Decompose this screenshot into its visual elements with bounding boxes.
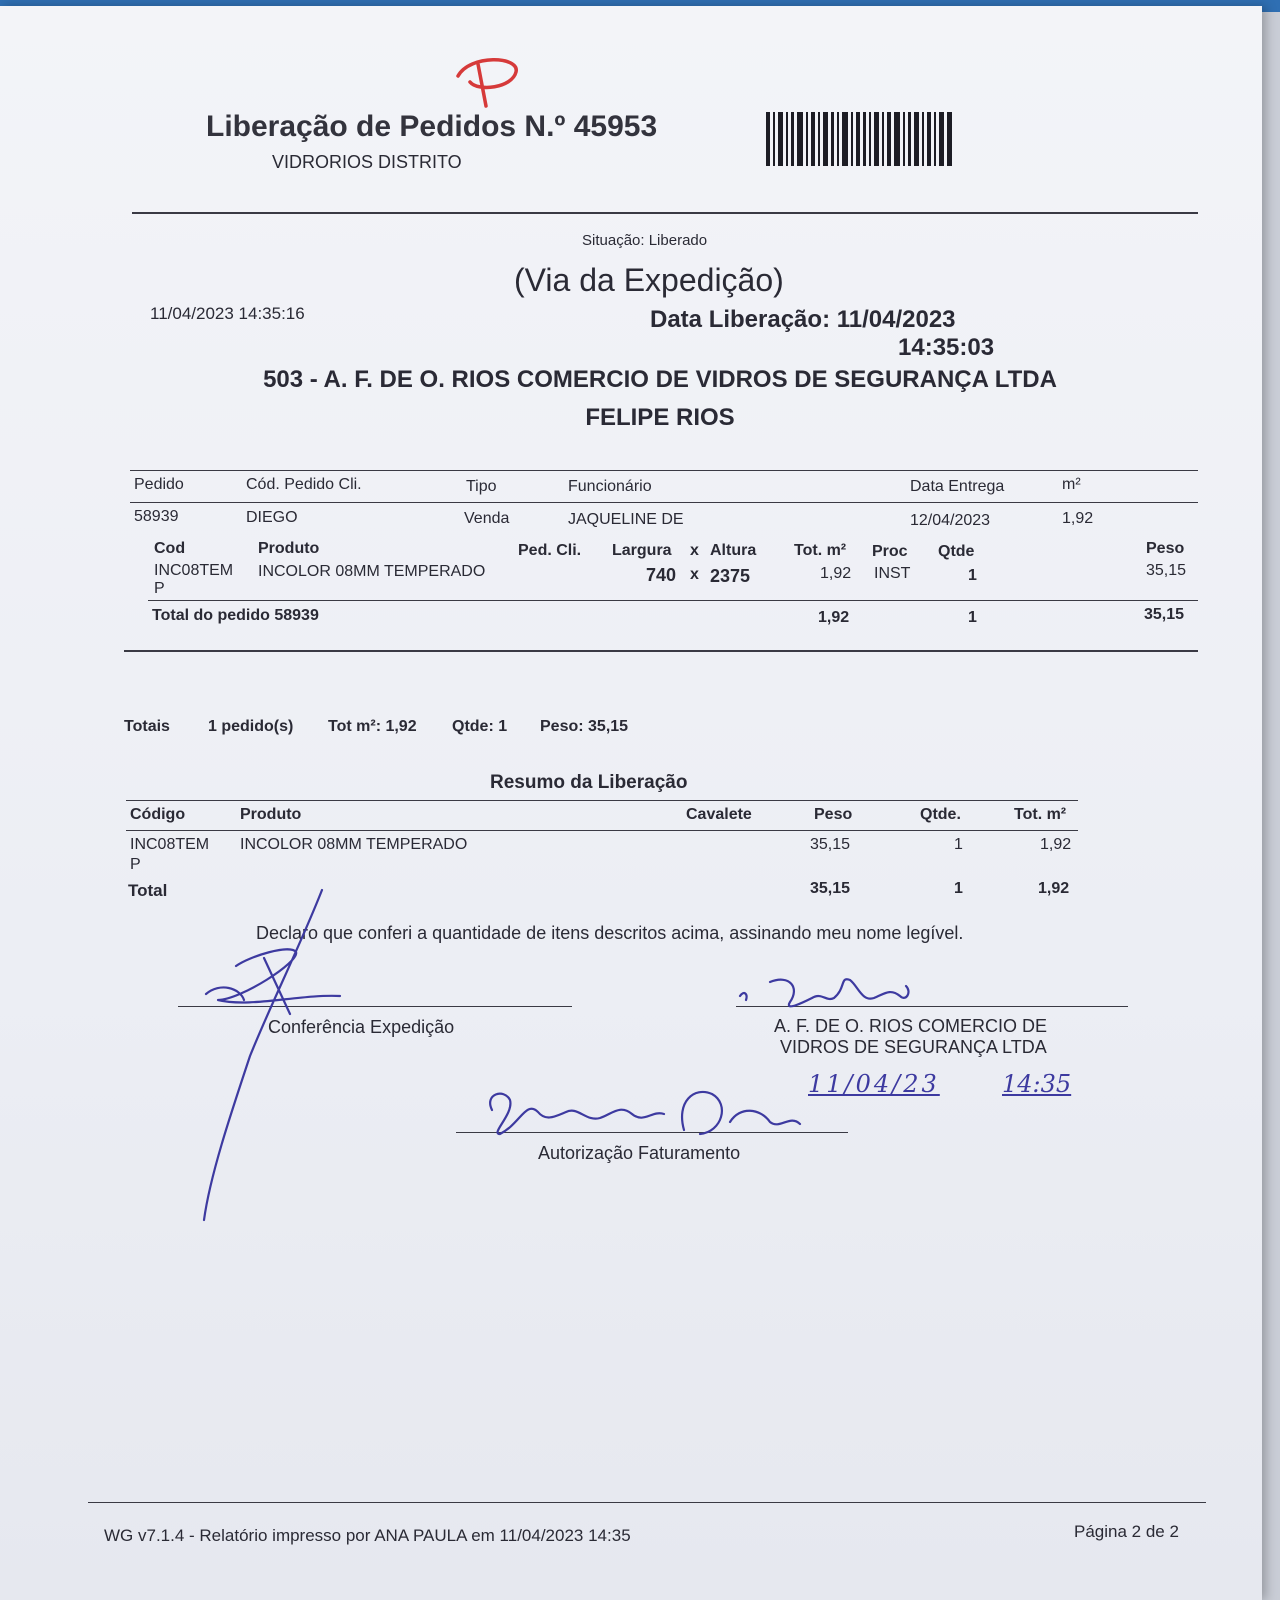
data-entrega-value: 12/04/2023	[910, 512, 991, 529]
cliente-signature-line2: VIDROS DE SEGURANÇA LTDA	[780, 1037, 1047, 1057]
footer-page-number: Página 2 de 2	[1074, 1522, 1179, 1541]
document-page	[0, 6, 1262, 1600]
resumo-total-peso: 35,15	[810, 880, 851, 897]
footer-left-text: WG v7.1.4 - Relatório impresso por ANA PAULA em 11/04/2023 14:35	[104, 1526, 631, 1545]
resumo-tot-m2: 1,92	[1040, 836, 1072, 853]
pedido-total-label: Total do pedido 58939	[152, 607, 319, 624]
header-funcionario: Funcionário	[568, 478, 652, 495]
item-proc: INST	[874, 565, 911, 582]
item-header-ped-cli: Ped. Cli.	[518, 542, 582, 559]
header-tipo: Tipo	[466, 478, 497, 495]
item-header-proc: Proc	[872, 543, 908, 560]
resumo-header-tot-m2: Tot. m²	[1014, 806, 1067, 823]
header-divider	[132, 212, 1198, 214]
via-label: (Via da Expedição)	[514, 262, 784, 298]
totais-m2: Tot m²: 1,92	[328, 718, 417, 735]
barcode-icon	[766, 112, 952, 166]
data-liberacao-time: 14:35:03	[898, 334, 995, 361]
header-data-entrega: Data Entrega	[910, 478, 1005, 495]
resumo-header-cavalete: Cavalete	[686, 806, 752, 823]
autorizacao-signature	[490, 1092, 800, 1134]
resumo-total-label: Total	[128, 881, 168, 900]
resumo-codigo-line1: INC08TEM	[130, 836, 210, 853]
cliente-contato: FELIPE RIOS	[585, 404, 735, 431]
item-header-produto: Produto	[258, 540, 320, 557]
resumo-qtde: 1	[954, 836, 963, 853]
item-header-qtde: Qtde	[938, 543, 975, 560]
item-altura: 2375	[710, 566, 751, 586]
item-cod-line2: P	[154, 580, 165, 597]
situacao-label: Situação: Liberado	[582, 232, 708, 249]
item-qtde: 1	[968, 567, 977, 584]
autorizacao-signature-line	[456, 1132, 848, 1133]
pedido-table-top-line	[130, 470, 1198, 471]
totais-qtde: Qtde: 1	[452, 718, 508, 735]
funcionario-value: JAQUELINE DE	[568, 511, 684, 528]
handwritten-date: 11/04/23	[808, 1070, 940, 1098]
autorizacao-label: Autorização Faturamento	[538, 1143, 741, 1163]
item-header-x: x	[690, 542, 699, 559]
item-peso: 35,15	[1146, 562, 1187, 579]
item-tot-m2: 1,92	[820, 565, 852, 582]
item-header-largura: Largura	[612, 542, 672, 559]
item-header-altura: Altura	[710, 542, 757, 559]
resumo-header-produto: Produto	[240, 806, 302, 823]
document-title: Liberação de Pedidos N.º 45953	[206, 110, 658, 143]
resumo-produto: INCOLOR 08MM TEMPERADO	[240, 836, 468, 853]
item-total-line	[148, 600, 1198, 601]
item-produto: INCOLOR 08MM TEMPERADO	[258, 563, 486, 580]
declaracao-text: Declaro que conferi a quantidade de itens descritos acima, assinando meu nome legível.	[256, 923, 964, 943]
header-m2: m²	[1062, 476, 1081, 493]
cod-pedido-cli: DIEGO	[246, 509, 298, 526]
header-pedido: Pedido	[134, 476, 184, 493]
header-cod-pedido-cli: Cód. Pedido Cli.	[246, 476, 362, 493]
item-header-cod: Cod	[154, 540, 186, 557]
resumo-total-qtde: 1	[954, 880, 963, 897]
totais-pedidos: 1 pedido(s)	[208, 718, 294, 735]
resumo-header-codigo: Código	[130, 806, 186, 823]
resumo-top-line	[126, 800, 1078, 801]
pedido-number: 58939	[134, 508, 179, 525]
handwritten-time: 14:35	[1002, 1070, 1072, 1098]
resumo-total-tot-m2: 1,92	[1038, 880, 1070, 897]
item-header-peso: Peso	[1146, 540, 1185, 557]
resumo-header-peso: Peso	[814, 806, 853, 823]
conferencia-signature-line	[178, 1006, 572, 1007]
cliente-signature-line	[736, 1006, 1128, 1007]
item-largura: 740	[646, 565, 677, 585]
pedido-header-line	[130, 502, 1198, 503]
red-p-mark	[458, 60, 516, 106]
item-header-tot-m2: Tot. m²	[794, 542, 847, 559]
resumo-title: Resumo da Liberação	[490, 772, 688, 793]
resumo-header-line	[126, 830, 1078, 831]
m2-value: 1,92	[1062, 510, 1094, 527]
resumo-codigo-line2: P	[130, 856, 141, 873]
item-x: x	[690, 566, 699, 583]
company-short-name: VIDRORIOS DISTRITO	[272, 152, 462, 172]
conferencia-label: Conferência Expedição	[268, 1017, 455, 1037]
data-liberacao: Data Liberação: 11/04/2023	[650, 306, 956, 333]
totais-label: Totais	[124, 718, 170, 735]
printed-datetime: 11/04/2023 14:35:16	[150, 304, 305, 323]
pedido-total-qtde: 1	[968, 609, 977, 626]
resumo-peso: 35,15	[810, 836, 851, 853]
pedido-total-peso: 35,15	[1144, 606, 1185, 623]
resumo-header-qtde: Qtde.	[920, 806, 961, 823]
totais-peso: Peso: 35,15	[540, 718, 629, 735]
footer-line	[88, 1502, 1206, 1503]
pedido-table-bottom-line	[124, 650, 1198, 652]
tipo-value: Venda	[464, 510, 510, 527]
cliente-name: 503 - A. F. DE O. RIOS COMERCIO DE VIDROS DE SEGURANÇA LTDA	[263, 366, 1057, 393]
cliente-signature	[740, 979, 908, 1006]
cliente-signature-line1: A. F. DE O. RIOS COMERCIO DE	[774, 1016, 1048, 1036]
pedido-total-m2: 1,92	[818, 609, 850, 626]
item-cod-line1: INC08TEM	[154, 562, 234, 579]
